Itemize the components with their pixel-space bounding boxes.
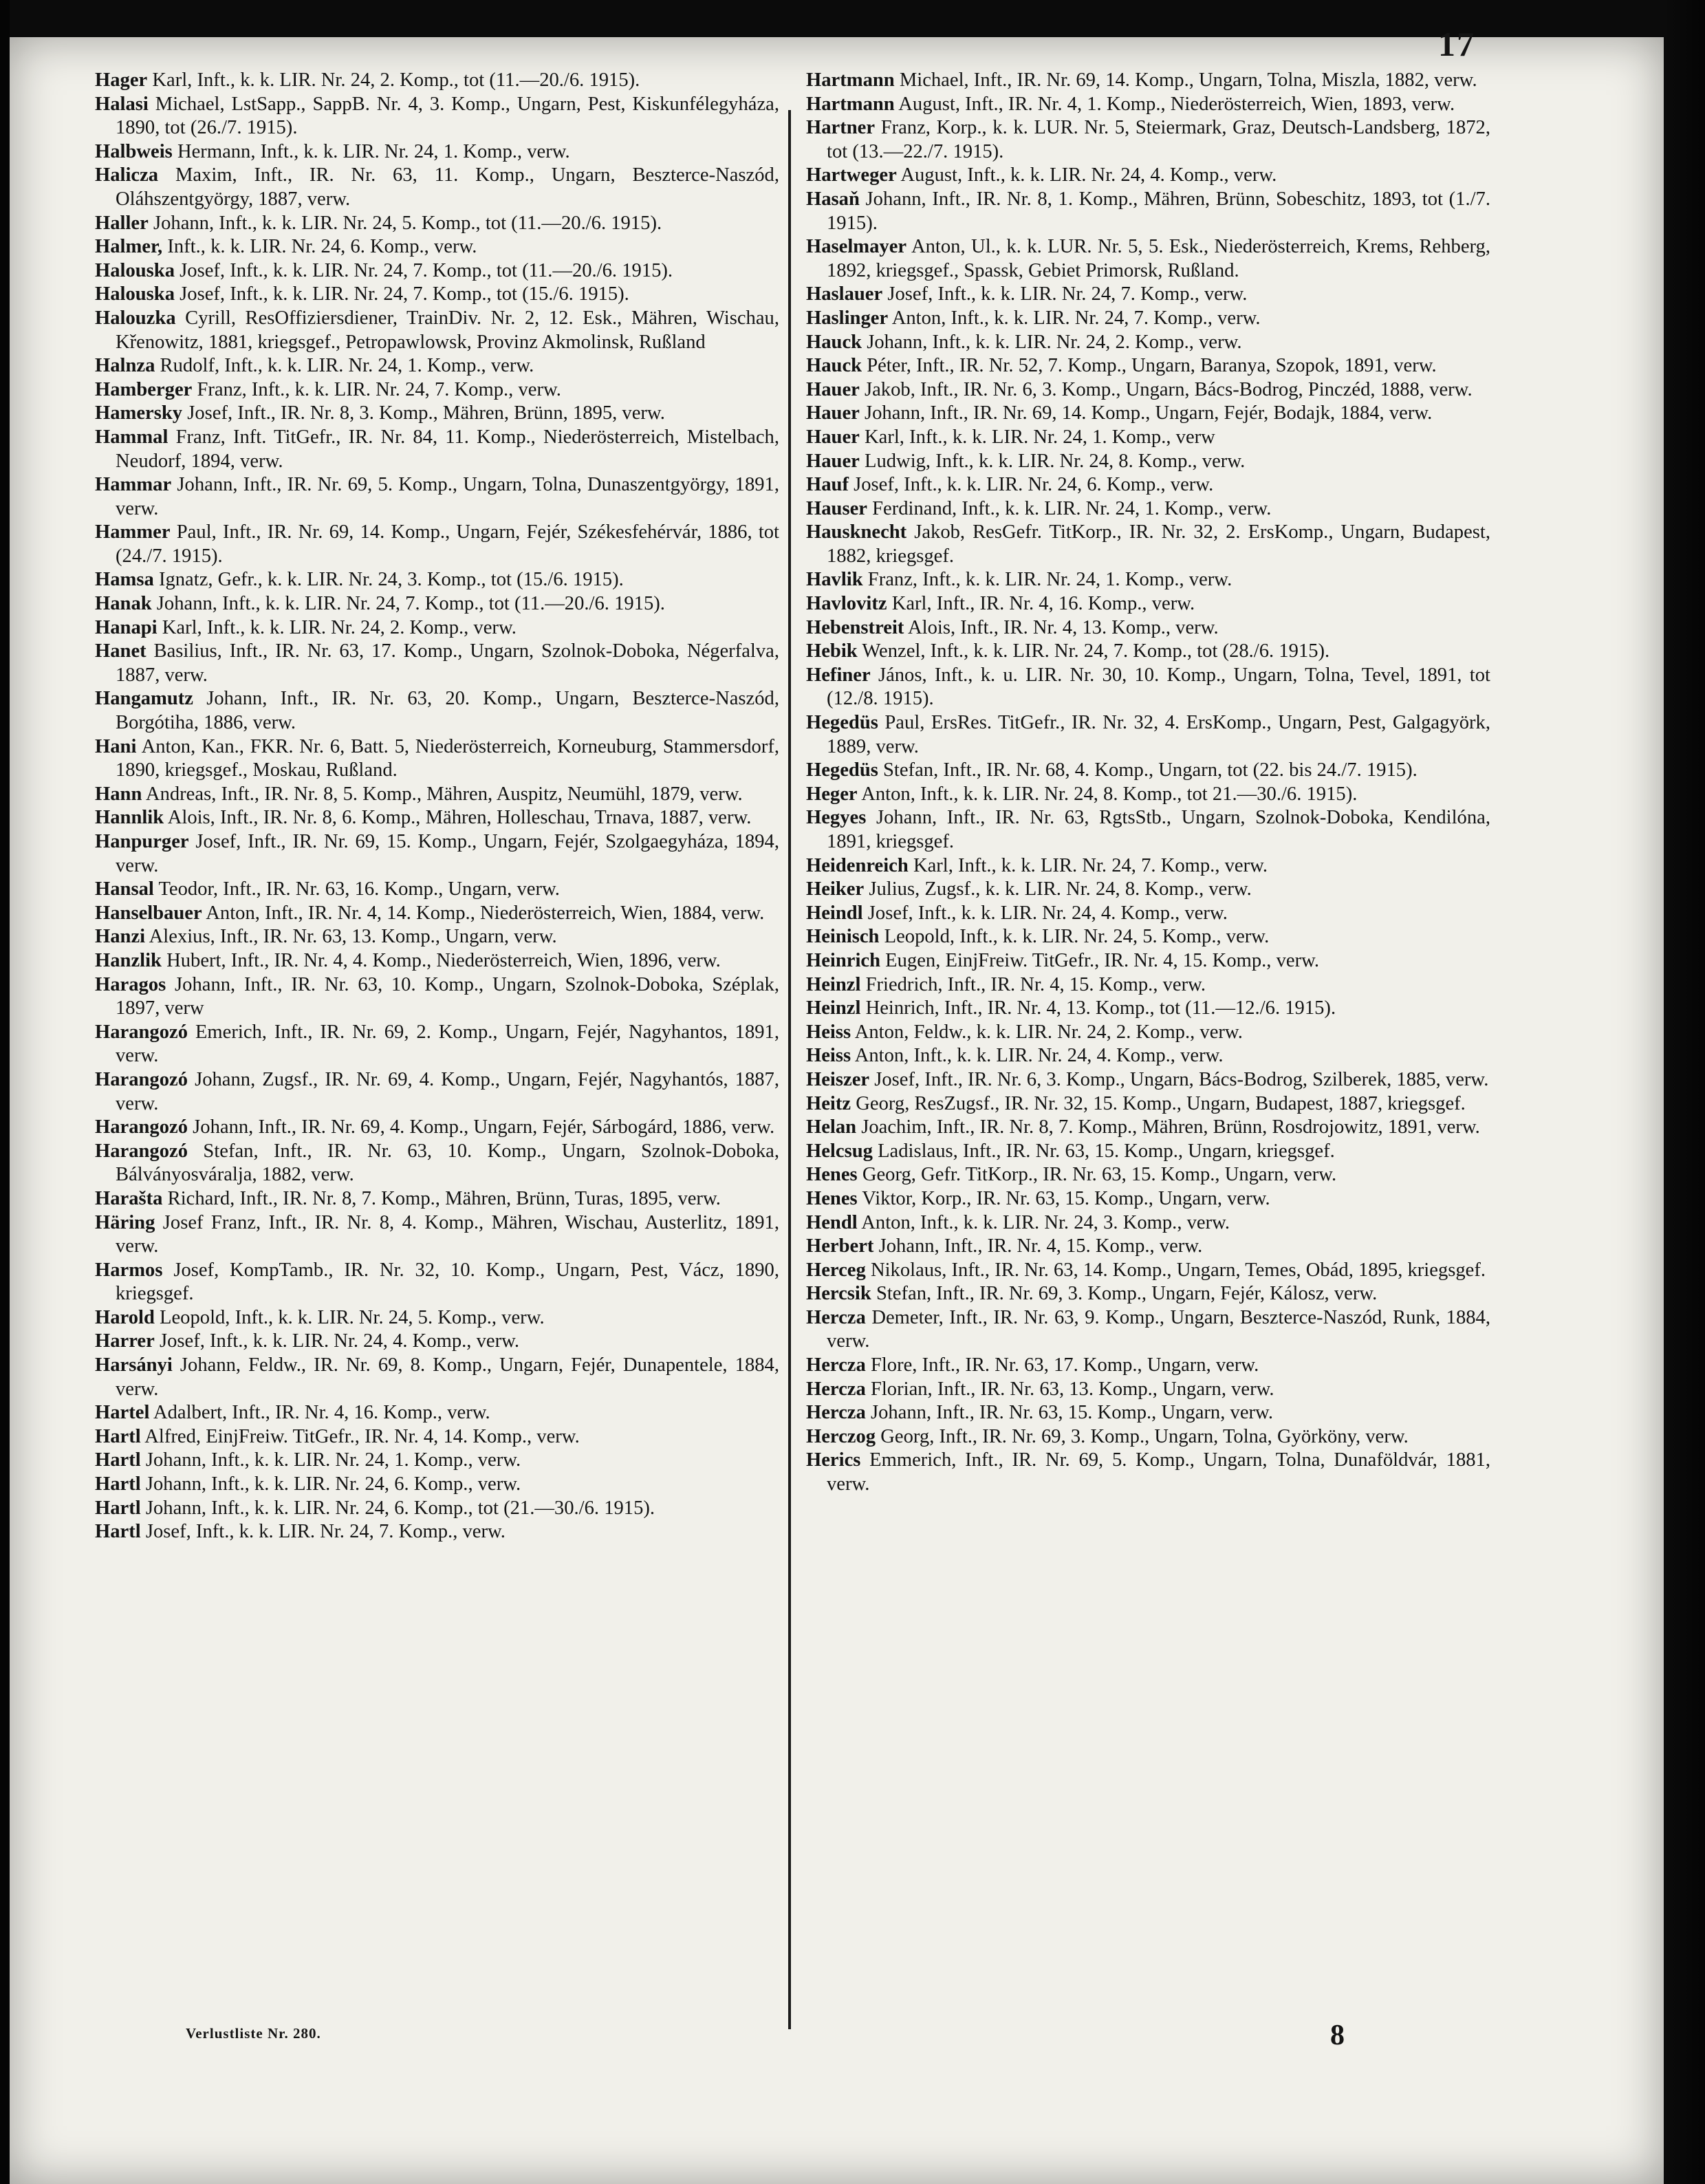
entry-surname: Halnza (95, 355, 155, 377)
entry-surname: Harangozó (95, 1140, 188, 1162)
entry-details: Stefan, Inft., IR. Nr. 68, 4. Komp., Ungarn, tot (22. bis 24./7. 1915). (883, 759, 1418, 781)
entry-details: Johann, Inft., k. k. LIR. Nr. 24, 7. Komp., tot (11.—20./6. 1915). (156, 593, 665, 615)
entry-surname: Hauer (806, 426, 860, 448)
entry-surname: Halouska (95, 259, 175, 281)
entry-surname: Hauf (806, 474, 849, 496)
list-entry (806, 473, 1490, 497)
list-entry (806, 1163, 1490, 1187)
entry-details: Jakob, Inft., IR. Nr. 6, 3. Komp., Ungarn, Bács-Bodrog, Pinczéd, 1888, verw. (864, 378, 1473, 400)
list-entry (806, 973, 1490, 997)
list-entry (806, 164, 1490, 188)
list-entry (806, 616, 1490, 640)
entry-details: Andreas, Inft., IR. Nr. 8, 5. Komp., Mähren, Auspitz, Neumühl, 1879, verw. (145, 783, 743, 805)
entry-details: Josef, Inft., IR. Nr. 69, 15. Komp., Ungarn, Fejér, Szolgaegyháza, 1894, verw. (116, 831, 779, 876)
list-entry (806, 1116, 1490, 1140)
list-entry (806, 902, 1490, 926)
list-entry (95, 925, 779, 949)
list-entry (806, 568, 1490, 592)
list-entry (806, 1449, 1490, 1496)
entry-details: Rudolf, Inft., k. k. LIR. Nr. 24, 1. Komp., verw. (160, 355, 534, 377)
list-entry (806, 806, 1490, 854)
entry-details: Cyrill, ResOffiziersdiener, TrainDiv. Nr. 2, 12. Esk., Mähren, Wischau, Křenowitz, 1881, kriegsgef., Petropawlowsk, Provinz Akmolinsk, Rußland (116, 307, 779, 353)
entry-details: Wenzel, Inft., k. k. LIR. Nr. 24, 7. Komp., tot (28./6. 1915). (862, 640, 1330, 662)
list-entry (806, 1044, 1490, 1068)
list-entry (806, 1187, 1490, 1211)
entry-details: Ignatz, Gefr., k. k. LIR. Nr. 24, 3. Komp., tot (15./6. 1915). (158, 569, 624, 591)
entry-details: Basilius, Inft., IR. Nr. 63, 17. Komp., Ungarn, Szolnok-Doboka, Négerfalva, 1887, verw. (116, 640, 779, 686)
entry-surname: Haselmayer (806, 236, 907, 258)
entry-surname: Halouzka (95, 307, 176, 329)
entry-surname: Halicza (95, 164, 159, 186)
list-entry (95, 568, 779, 592)
list-entry (806, 235, 1490, 283)
entry-details: Franz, Inft., k. k. LIR. Nr. 24, 7. Komp., verw. (197, 378, 561, 400)
entry-surname: Hanpurger (95, 831, 189, 852)
scan-shadow (1664, 0, 1705, 2184)
list-entry (806, 1259, 1490, 1283)
entry-details: Teodor, Inft., IR. Nr. 63, 16. Komp., Ungarn, verw. (158, 878, 560, 900)
entry-details: Anton, Inft., k. k. LIR. Nr. 24, 3. Komp., verw. (861, 1211, 1230, 1233)
list-entry (806, 1425, 1490, 1449)
entry-details: Heinrich, Inft., IR. Nr. 4, 13. Komp., tot (11.—12./6. 1915). (865, 997, 1336, 1019)
list-entry (95, 1211, 779, 1259)
list-entry (95, 164, 779, 211)
entry-surname: Haller (95, 212, 149, 234)
list-entry (806, 1282, 1490, 1306)
entry-details: Stefan, Inft., IR. Nr. 69, 3. Komp., Ungarn, Fejér, Kálosz, verw. (876, 1283, 1378, 1305)
entry-surname: Hauser (806, 497, 867, 519)
list-entry (95, 973, 779, 1021)
list-entry (806, 783, 1490, 807)
entry-surname: Hanet (95, 640, 146, 662)
entry-details: Emerich, Inft., IR. Nr. 69, 2. Komp., Ungarn, Fejér, Nagyhantos, 1891, verw. (116, 1021, 780, 1067)
entry-surname: Hauck (806, 331, 862, 353)
entry-surname: Hamberger (95, 378, 193, 400)
entry-details: Ludwig, Inft., k. k. LIR. Nr. 24, 8. Komp., verw. (864, 450, 1246, 472)
list-entry (806, 1401, 1490, 1425)
list-entry (95, 1330, 779, 1354)
entry-surname: Hercza (806, 1354, 866, 1376)
list-entry (95, 1473, 779, 1497)
entry-surname: Häring (95, 1211, 155, 1233)
entry-surname: Hanselbauer (95, 902, 202, 924)
list-entry (95, 640, 779, 687)
entry-surname: Hebenstreit (806, 616, 904, 638)
list-entry (806, 640, 1490, 664)
entry-surname: Helcsug (806, 1140, 873, 1162)
entry-surname: Hanapi (95, 616, 158, 638)
column-divider (788, 110, 791, 2029)
entry-details: August, Inft., k. k. LIR. Nr. 24, 4. Komp., verw. (900, 164, 1277, 186)
entry-details: Josef, Inft., k. k. LIR. Nr. 24, 4. Komp., verw. (159, 1330, 520, 1352)
entry-details: Josef, Inft., k. k. LIR. Nr. 24, 7. Komp., tot (11.—20./6. 1915). (180, 259, 673, 281)
entry-details: Anton, Ul., k. k. LUR. Nr. 5, 5. Esk., Niederösterreich, Krems, Rehberg, 1892, kriegsgef., Spassk, Gebiet Primorsk, Rußland. (827, 236, 1490, 281)
entry-surname: Henes (806, 1164, 858, 1186)
list-entry (806, 664, 1490, 711)
entry-surname: Harangozó (95, 1068, 188, 1090)
entry-surname: Helan (806, 1116, 857, 1138)
entry-surname: Hefiner (806, 664, 871, 686)
list-entry (95, 307, 779, 354)
entry-surname: Hausknecht (806, 521, 907, 543)
entry-surname: Heindl (806, 902, 863, 924)
list-entry (95, 1401, 779, 1425)
entry-surname: Hammal (95, 426, 169, 448)
entry-details: Josef Franz, Inft., IR. Nr. 8, 4. Komp., Mähren, Wischau, Austerlitz, 1891, verw. (116, 1211, 779, 1257)
list-entry (95, 1116, 779, 1140)
list-entry (95, 1449, 779, 1473)
entry-details: Johann, Inft., IR. Nr. 69, 4. Komp., Ungarn, Fejér, Sárbogárd, 1886, verw. (193, 1116, 775, 1138)
list-entry (95, 878, 779, 902)
entry-surname: Halasi (95, 93, 149, 115)
entry-details: Josef, Inft., k. k. LIR. Nr. 24, 6. Komp., verw. (854, 474, 1214, 496)
entry-surname: Hartl (95, 1497, 141, 1519)
entry-surname: Hann (95, 783, 142, 805)
entry-details: Hubert, Inft., IR. Nr. 4, 4. Komp., Niederösterreich, Wien, 1896, verw. (166, 949, 721, 971)
entry-details: Johann, Inft., IR. Nr. 63, 15. Komp., Ungarn, verw. (870, 1402, 1273, 1424)
entry-surname: Hammar (95, 474, 172, 496)
entry-details: Paul, ErsRes. TitGefr., IR. Nr. 32, 4. ErsKomp., Ungarn, Pest, Galgagyörk, 1889, verw. (827, 712, 1490, 757)
list-entry (95, 592, 779, 616)
entry-surname: Hercza (806, 1306, 866, 1328)
entry-details: Nikolaus, Inft., IR. Nr. 63, 14. Komp., Ungarn, Temes, Obád, 1895, kriegsgef. (870, 1259, 1486, 1281)
entry-details: Johann, Inft., IR. Nr. 63, RgtsStb., Ungarn, Szolnok-Doboka, Kendilóna, 1891, kriegsgef. (827, 807, 1490, 852)
entry-details: Inft., k. k. LIR. Nr. 24, 6. Komp., verw. (167, 236, 477, 258)
list-entry (806, 331, 1490, 355)
entry-details: Adalbert, Inft., IR. Nr. 4, 16. Komp., verw. (153, 1402, 490, 1424)
entry-details: Alois, Inft., IR. Nr. 8, 6. Komp., Mähren, Holleschau, Trnava, 1887, verw. (167, 807, 752, 829)
left-column (95, 69, 779, 1544)
entry-details: Josef, KompTamb., IR. Nr. 32, 10. Komp., Ungarn, Pest, Vácz, 1890, kriegsgef. (116, 1259, 779, 1305)
entry-details: Johann, Inft., IR. Nr. 69, 5. Komp., Ungarn, Tolna, Dunaszentgyörgy, 1891, verw. (116, 474, 779, 519)
entry-details: Franz, Inft. TitGefr., IR. Nr. 84, 11. Komp., Niederösterreich, Mistelbach, Neudorf, 1894, verw. (116, 426, 779, 472)
list-entry (95, 616, 779, 640)
entry-surname: Hauer (806, 402, 860, 424)
entry-surname: Hannlik (95, 807, 164, 829)
list-entry (806, 1140, 1490, 1164)
entry-details: Johann, Inft., k. k. LIR. Nr. 24, 5. Komp., tot (11.—20./6. 1915). (153, 212, 662, 234)
entry-details: Flore, Inft., IR. Nr. 63, 17. Komp., Ungarn, verw. (870, 1354, 1259, 1376)
entry-surname: Hegedüs (806, 759, 878, 781)
entry-details: Eugen, EinjFreiw. TitGefr., IR. Nr. 4, 15. Komp., verw. (885, 949, 1320, 971)
entry-details: Georg, ResZugsf., IR. Nr. 32, 15. Komp., Ungarn, Budapest, 1887, kriegsgef. (856, 1092, 1466, 1114)
list-entry (806, 1211, 1490, 1235)
entry-details: Josef, Inft., k. k. LIR. Nr. 24, 7. Komp., verw. (145, 1521, 506, 1543)
entry-surname: Hartmann (806, 69, 895, 91)
entry-surname: Herczog (806, 1425, 876, 1447)
entry-details: Anton, Inft., k. k. LIR. Nr. 24, 4. Komp., verw. (854, 1045, 1224, 1067)
entry-surname: Harangozó (95, 1021, 188, 1043)
entry-surname: Hartel (95, 1402, 150, 1424)
footer-list-label: Verlustliste Nr. 280. (186, 2025, 321, 2042)
entry-details: Ferdinand, Inft., k. k. LIR. Nr. 24, 1. Komp., verw. (872, 497, 1272, 519)
entry-surname: Heinisch (806, 926, 880, 948)
list-entry (95, 783, 779, 807)
list-entry (95, 735, 779, 783)
list-entry (806, 925, 1490, 949)
list-entry (95, 473, 779, 521)
list-entry (806, 1092, 1490, 1116)
entry-surname: Hamsa (95, 569, 154, 591)
entry-surname: Hager (95, 69, 148, 91)
entry-surname: Hebik (806, 640, 858, 662)
entry-surname: Hani (95, 735, 137, 757)
page-number: 17 (1438, 25, 1475, 63)
entry-details: Johann, Inft., IR. Nr. 4, 15. Komp., verw. (878, 1235, 1203, 1257)
entry-surname: Hendl (806, 1211, 858, 1233)
list-entry (95, 902, 779, 926)
list-entry (95, 806, 779, 830)
list-entry (806, 854, 1490, 878)
list-entry (806, 93, 1490, 117)
entry-surname: Heidenreich (806, 854, 909, 876)
list-entry (806, 521, 1490, 568)
entry-details: Anton, Inft., IR. Nr. 4, 14. Komp., Niederösterreich, Wien, 1884, verw. (206, 902, 765, 924)
entry-details: Georg, Inft., IR. Nr. 69, 3. Komp., Ungarn, Tolna, Györköny, verw. (880, 1425, 1409, 1447)
entry-surname: Heiss (806, 1045, 851, 1067)
entry-surname: Hartl (95, 1425, 141, 1447)
entry-surname: Hauer (806, 450, 860, 472)
entry-surname: Herbert (806, 1235, 874, 1257)
list-entry (95, 687, 779, 735)
entry-details: Johann, Inft., IR. Nr. 69, 14. Komp., Ungarn, Fejér, Bodajk, 1884, verw. (864, 402, 1433, 424)
entry-surname: Hercza (806, 1378, 866, 1400)
list-entry (806, 450, 1490, 474)
entry-surname: Harrer (95, 1330, 155, 1352)
list-entry (806, 497, 1490, 521)
entry-details: Alexius, Inft., IR. Nr. 63, 13. Komp., Ungarn, verw. (149, 926, 557, 948)
sheet-number: 8 (1330, 2020, 1346, 2051)
list-entry (806, 1235, 1490, 1259)
entry-surname: Hartweger (806, 164, 897, 186)
entry-details: Johann, Feldw., IR. Nr. 69, 8. Komp., Ungarn, Fejér, Dunapentele, 1884, verw. (116, 1354, 779, 1400)
entry-details: Karl, Inft., k. k. LIR. Nr. 24, 1. Komp., verw (864, 426, 1215, 448)
entry-surname: Hercza (806, 1402, 866, 1424)
list-entry (806, 1068, 1490, 1092)
entry-surname: Haslinger (806, 307, 889, 329)
scan-edge (0, 0, 10, 2184)
list-entry (806, 1378, 1490, 1402)
entry-details: Florian, Inft., IR. Nr. 63, 13. Komp., Ungarn, verw. (870, 1378, 1274, 1400)
entry-surname: Hauer (806, 378, 860, 400)
entry-surname: Heiker (806, 878, 865, 900)
entry-surname: Harold (95, 1306, 155, 1328)
entry-surname: Heinzl (806, 997, 861, 1019)
list-entry (95, 259, 779, 283)
list-entry (95, 212, 779, 236)
entry-details: Anton, Inft., k. k. LIR. Nr. 24, 7. Komp., verw. (891, 307, 1261, 329)
list-entry (806, 402, 1490, 426)
list-entry (95, 402, 779, 426)
entry-details: Franz, Inft., k. k. LIR. Nr. 24, 1. Komp., verw. (867, 569, 1232, 591)
entry-surname: Hartmann (806, 93, 895, 115)
entry-surname: Hartl (95, 1521, 141, 1543)
entry-surname: Hansal (95, 878, 154, 900)
entry-details: Karl, Inft., k. k. LIR. Nr. 24, 7. Komp., verw. (913, 854, 1268, 876)
entry-surname: Hanzlik (95, 949, 162, 971)
entry-details: Jakob, ResGefr. TitKorp., IR. Nr. 32, 2. ErsKomp., Ungarn, Budapest, 1882, kriegsgef. (827, 521, 1490, 567)
entry-details: Josef, Inft., IR. Nr. 6, 3. Komp., Ungarn, Bács-Bodrog, Szilberek, 1885, verw. (874, 1068, 1489, 1090)
list-entry (95, 1259, 779, 1306)
list-entry (806, 378, 1490, 402)
list-entry (806, 283, 1490, 307)
entry-details: Viktor, Korp., IR. Nr. 63, 15. Komp., Ungarn, verw. (862, 1187, 1270, 1209)
entry-surname: Heiss (806, 1021, 851, 1043)
entry-surname: Harsányi (95, 1354, 173, 1376)
entry-surname: Herics (806, 1449, 861, 1471)
entry-surname: Hercsik (806, 1283, 871, 1305)
list-entry (95, 378, 779, 402)
entry-details: Joachim, Inft., IR. Nr. 8, 7. Komp., Mähren, Brünn, Rosdrojowitz, 1891, verw. (861, 1116, 1480, 1138)
list-entry (95, 1187, 779, 1211)
list-entry (806, 711, 1490, 759)
list-entry (95, 1520, 779, 1544)
entry-details: Alois, Inft., IR. Nr. 4, 13. Komp., verw. (908, 616, 1219, 638)
list-entry (95, 140, 779, 164)
list-entry (806, 188, 1490, 235)
entry-details: Stefan, Inft., IR. Nr. 63, 10. Komp., Ungarn, Szolnok-Doboka, Bálványosváralja, 1882, verw. (116, 1140, 779, 1186)
entry-surname: Harašta (95, 1187, 163, 1209)
entry-details: Julius, Zugsf., k. k. LIR. Nr. 24, 8. Komp., verw. (869, 878, 1252, 900)
entry-surname: Hamersky (95, 402, 183, 424)
entry-details: Johann, Inft., IR. Nr. 8, 1. Komp., Mähren, Brünn, Sobeschitz, 1893, tot (1./7. 1915). (827, 188, 1490, 234)
entry-surname: Henes (806, 1187, 858, 1209)
list-entry (95, 69, 779, 93)
entry-surname: Heinzl (806, 973, 861, 995)
list-entry (95, 1425, 779, 1449)
entry-details: Anton, Inft., k. k. LIR. Nr. 24, 8. Komp., tot 21.—30./6. 1915). (861, 783, 1358, 805)
entry-details: Demeter, Inft., IR. Nr. 63, 9. Komp., Ungarn, Beszterce-Naszód, Runk, 1884, verw. (827, 1306, 1490, 1352)
entry-details: August, Inft., IR. Nr. 4, 1. Komp., Niederösterreich, Wien, 1893, verw. (898, 93, 1455, 115)
entry-details: Leopold, Inft., k. k. LIR. Nr. 24, 5. Komp., verw. (160, 1306, 545, 1328)
entry-surname: Harangozó (95, 1116, 188, 1138)
list-entry (806, 354, 1490, 378)
entry-surname: Halmer, (95, 236, 163, 258)
entry-details: Johann, Inft., k. k. LIR. Nr. 24, 2. Komp., verw. (867, 331, 1242, 353)
entry-details: Anton, Feldw., k. k. LIR. Nr. 24, 2. Komp., verw. (854, 1021, 1243, 1043)
list-entry (95, 1497, 779, 1521)
entry-details: Friedrich, Inft., IR. Nr. 4, 15. Komp., verw. (865, 973, 1206, 995)
entry-surname: Hammer (95, 521, 171, 543)
list-entry (95, 283, 779, 307)
entry-surname: Halouska (95, 283, 175, 305)
entry-details: János, Inft., k. u. LIR. Nr. 30, 10. Komp., Ungarn, Tolna, Tevel, 1891, tot (12./8. 1915). (827, 664, 1490, 710)
entry-surname: Haragos (95, 973, 166, 995)
entry-details: Anton, Kan., FKR. Nr. 6, Batt. 5, Niederösterreich, Korneuburg, Stammersdorf, 1890, kriegsgef., Moskau, Rußland. (116, 735, 779, 781)
list-entry (95, 1306, 779, 1330)
entry-details: Alfred, EinjFreiw. TitGefr., IR. Nr. 4, 14. Komp., verw. (144, 1425, 580, 1447)
entry-surname: Havlovitz (806, 593, 887, 615)
entry-surname: Hegyes (806, 807, 867, 829)
list-entry (806, 1021, 1490, 1045)
entry-surname: Harmos (95, 1259, 163, 1281)
entry-details: Franz, Korp., k. k. LUR. Nr. 5, Steiermark, Graz, Deutsch-Landsberg, 1872, tot (13.—22./7. 1915). (827, 117, 1490, 162)
list-entry (806, 759, 1490, 783)
entry-details: Karl, Inft., k. k. LIR. Nr. 24, 2. Komp., verw. (162, 616, 517, 638)
entry-details: Georg, Gefr. TitKorp., IR. Nr. 63, 15. Komp., Ungarn, verw. (862, 1164, 1337, 1186)
entry-surname: Hauck (806, 355, 862, 377)
list-entry (806, 1354, 1490, 1378)
entry-surname: Hartl (95, 1473, 141, 1495)
list-entry (95, 830, 779, 878)
entry-details: Richard, Inft., IR. Nr. 8, 7. Komp., Mähren, Brünn, Turas, 1895, verw. (167, 1187, 721, 1209)
entry-details: Hermann, Inft., k. k. LIR. Nr. 24, 1. Komp., verw. (177, 140, 570, 162)
list-entry (95, 93, 779, 140)
entry-details: Michael, LstSapp., SappB. Nr. 4, 3. Komp., Ungarn, Pest, Kiskunfélegyháza, 1890, tot (26./7. 1915). (116, 93, 779, 139)
entry-details: Johann, Inft., IR. Nr. 63, 20. Komp., Ungarn, Beszterce-Naszód, Borgótiha, 1886, verw. (116, 688, 779, 734)
entry-details: Emmerich, Inft., IR. Nr. 69, 5. Komp., Ungarn, Tolna, Dunaföldvár, 1881, verw. (827, 1449, 1490, 1495)
list-entry (806, 426, 1490, 450)
list-entry (806, 69, 1490, 93)
list-entry (95, 1021, 779, 1068)
entry-surname: Havlik (806, 569, 863, 591)
list-entry (95, 521, 779, 568)
entry-details: Michael, Inft., IR. Nr. 69, 14. Komp., Ungarn, Tolna, Miszla, 1882, verw. (899, 69, 1477, 91)
entry-surname: Heger (806, 783, 858, 805)
entry-surname: Hartner (806, 117, 876, 139)
entry-details: Maxim, Inft., IR. Nr. 63, 11. Komp., Ungarn, Beszterce-Naszód, Oláhszentgyörgy, 1887, verw. (116, 164, 779, 210)
entry-details: Ladislaus, Inft., IR. Nr. 63, 15. Komp., Ungarn, kriegsgef. (878, 1140, 1335, 1162)
entry-details: Josef, Inft., IR. Nr. 8, 3. Komp., Mähren, Brünn, 1895, verw. (187, 402, 665, 424)
list-entry (806, 592, 1490, 616)
right-column (806, 69, 1490, 1497)
entry-surname: Herceg (806, 1259, 866, 1281)
entry-details: Leopold, Inft., k. k. LIR. Nr. 24, 5. Komp., verw. (884, 926, 1270, 948)
entry-details: Josef, Inft., k. k. LIR. Nr. 24, 7. Komp., verw. (887, 283, 1248, 305)
entry-details: Johann, Inft., k. k. LIR. Nr. 24, 1. Komp., verw. (145, 1449, 521, 1471)
entry-details: Karl, Inft., IR. Nr. 4, 16. Komp., verw. (891, 593, 1195, 615)
entry-surname: Heinrich (806, 949, 881, 971)
list-entry (806, 307, 1490, 331)
entry-surname: Heiszer (806, 1068, 870, 1090)
entry-details: Johann, Inft., k. k. LIR. Nr. 24, 6. Komp., verw. (145, 1473, 521, 1495)
entry-details: Johann, Inft., k. k. LIR. Nr. 24, 6. Komp., tot (21.—30./6. 1915). (145, 1497, 655, 1519)
list-entry (95, 354, 779, 378)
list-entry (95, 235, 779, 259)
list-entry (95, 1140, 779, 1187)
entry-surname: Heitz (806, 1092, 851, 1114)
entry-surname: Hangamutz (95, 688, 193, 710)
entry-surname: Hanzi (95, 926, 146, 948)
list-entry (806, 878, 1490, 902)
list-entry (95, 426, 779, 473)
entry-surname: Hanak (95, 593, 152, 615)
entry-surname: Hasaň (806, 188, 860, 210)
list-entry (95, 1068, 779, 1116)
entry-surname: Haslauer (806, 283, 883, 305)
entry-details: Karl, Inft., k. k. LIR. Nr. 24, 2. Komp., tot (11.—20./6. 1915). (152, 69, 640, 91)
list-entry (806, 997, 1490, 1021)
entry-surname: Hegedüs (806, 712, 878, 734)
entry-surname: Halbweis (95, 140, 173, 162)
entry-details: Johann, Inft., IR. Nr. 63, 10. Komp., Ungarn, Szolnok-Doboka, Széplak, 1897, verw (116, 973, 779, 1019)
entry-details: Péter, Inft., IR. Nr. 52, 7. Komp., Ungarn, Baranya, Szopok, 1891, verw. (867, 355, 1437, 377)
entry-details: Johann, Zugsf., IR. Nr. 69, 4. Komp., Ungarn, Fejér, Nagyhantós, 1887, verw. (116, 1068, 779, 1114)
entry-details: Josef, Inft., k. k. LIR. Nr. 24, 4. Komp., verw. (867, 902, 1228, 924)
entry-surname: Hartl (95, 1449, 141, 1471)
list-entry (95, 1354, 779, 1401)
list-entry (806, 949, 1490, 973)
entry-details: Josef, Inft., k. k. LIR. Nr. 24, 7. Komp., tot (15./6. 1915). (180, 283, 629, 305)
list-entry (806, 1306, 1490, 1354)
entry-details: Paul, Inft., IR. Nr. 69, 14. Komp., Ungarn, Fejér, Székesfehérvár, 1886, tot (24./7. 1915). (116, 521, 780, 567)
list-entry (95, 949, 779, 973)
list-entry (806, 116, 1490, 164)
